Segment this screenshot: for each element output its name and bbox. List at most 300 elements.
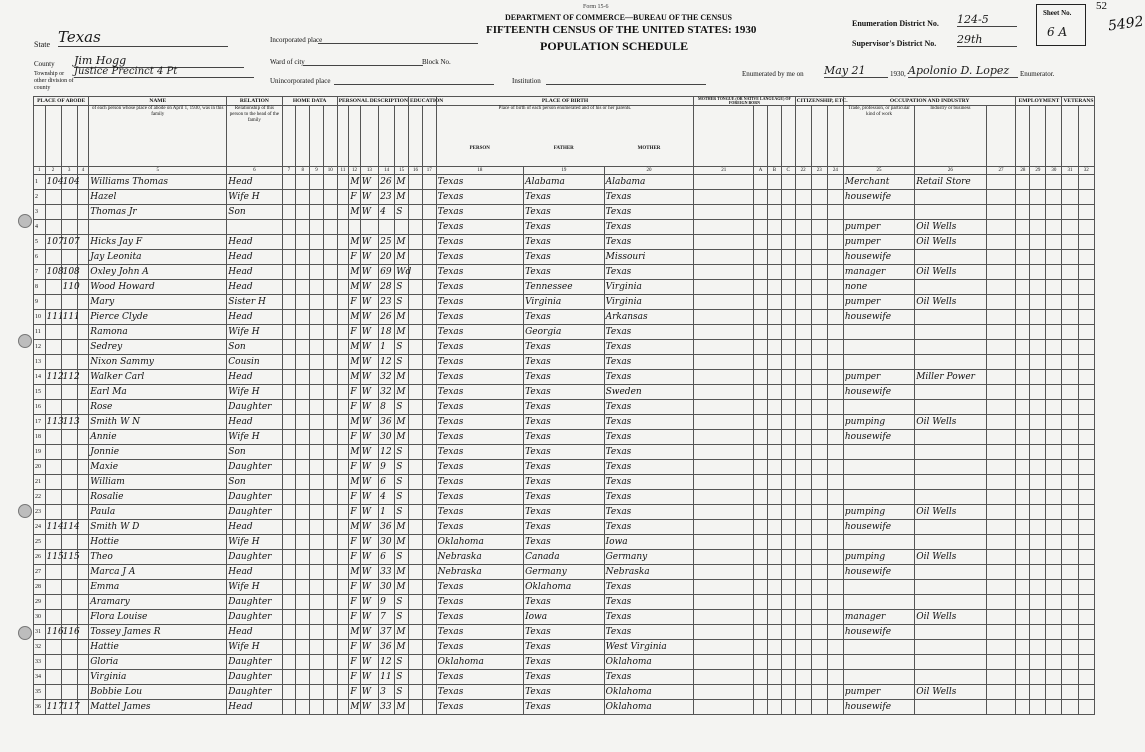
- cell: [694, 655, 754, 670]
- cell: [1046, 400, 1062, 415]
- cell-mbp: Texas: [604, 625, 694, 640]
- county-value: Jim Hogg: [74, 54, 244, 68]
- cell: [1062, 250, 1078, 265]
- cell: [767, 700, 781, 715]
- cell: [337, 610, 349, 625]
- cell: [811, 355, 827, 370]
- cell: [694, 250, 754, 265]
- cell: [1046, 475, 1062, 490]
- sheet-box: [1036, 4, 1086, 46]
- cell-ind: Oil Wells: [915, 220, 986, 235]
- cell: [986, 280, 1016, 295]
- cell: [986, 685, 1016, 700]
- cell: [795, 220, 811, 235]
- cell-fam: [61, 655, 77, 670]
- cell: [767, 355, 781, 370]
- cell-age: 4: [379, 490, 395, 505]
- cell-race: W: [360, 655, 378, 670]
- cell-age: 18: [379, 325, 395, 340]
- cell: [781, 205, 795, 220]
- year-label: 1930,: [890, 70, 906, 78]
- cell-ind: Oil Wells: [915, 415, 986, 430]
- cell: [310, 190, 324, 205]
- cell-bp: Texas: [436, 460, 523, 475]
- cell: [1078, 535, 1094, 550]
- cell: [323, 535, 337, 550]
- column-number: 25: [843, 167, 914, 175]
- birth-column-desc: [436, 106, 694, 167]
- cell-fbp: Texas: [524, 250, 605, 265]
- cell-occ: pumper: [843, 220, 914, 235]
- cell: [811, 325, 827, 340]
- column-number: 28: [1016, 167, 1030, 175]
- cell-mbp: Texas: [604, 265, 694, 280]
- cell: [986, 640, 1016, 655]
- cell: [282, 610, 296, 625]
- column-number: 16: [409, 167, 423, 175]
- cell-fbp: Texas: [524, 235, 605, 250]
- cell-name: Jonnie: [89, 445, 227, 460]
- cell-occ: [843, 325, 914, 340]
- cell-bp: Texas: [436, 325, 523, 340]
- cell: [827, 235, 843, 250]
- cell-name: Marca J A: [89, 565, 227, 580]
- cell: [337, 505, 349, 520]
- cell-ind: Oil Wells: [915, 295, 986, 310]
- cell: [827, 415, 843, 430]
- cell: [409, 655, 423, 670]
- cell-age: 20: [379, 250, 395, 265]
- cell-ind: [915, 640, 986, 655]
- cell: [323, 295, 337, 310]
- column-number: 24: [827, 167, 843, 175]
- cell: [767, 340, 781, 355]
- cell: [781, 370, 795, 385]
- cell: [767, 535, 781, 550]
- cell: [1030, 625, 1046, 640]
- cell-bp: Texas: [436, 625, 523, 640]
- cell: [310, 490, 324, 505]
- cell-dw: [45, 385, 61, 400]
- cell: [781, 670, 795, 685]
- cell: [77, 640, 89, 655]
- cell-dw: [45, 205, 61, 220]
- cell: [694, 505, 754, 520]
- cell: [1078, 580, 1094, 595]
- cell: [409, 310, 423, 325]
- cell: [409, 250, 423, 265]
- cell: [77, 295, 89, 310]
- cell-dw: [45, 460, 61, 475]
- cell: [1030, 475, 1046, 490]
- cell-sex: M: [349, 340, 361, 355]
- cell: [781, 610, 795, 625]
- cell: [310, 340, 324, 355]
- cell: [827, 190, 843, 205]
- cell-age: 6: [379, 475, 395, 490]
- cell: [296, 445, 310, 460]
- cell: [1062, 220, 1078, 235]
- cell-age: 32: [379, 370, 395, 385]
- cell: [1078, 550, 1094, 565]
- cell: [827, 670, 843, 685]
- cell-ind: [915, 430, 986, 445]
- cell: [323, 595, 337, 610]
- table-row: [34, 640, 1095, 655]
- cell-mbp: Alabama: [604, 175, 694, 190]
- table-row: [34, 340, 1095, 355]
- cell: [1062, 460, 1078, 475]
- cell-ind: Oil Wells: [915, 265, 986, 280]
- cell-rel: Head: [227, 565, 282, 580]
- cell-name: Virginia: [89, 670, 227, 685]
- cell-mbp: Germany: [604, 550, 694, 565]
- cell: [296, 340, 310, 355]
- cell-mbp: Texas: [604, 460, 694, 475]
- cell-name: Theo: [89, 550, 227, 565]
- cell-mbp: Texas: [604, 490, 694, 505]
- cell-age: [379, 220, 395, 235]
- cell: [1062, 550, 1078, 565]
- cell-line: 36: [34, 700, 46, 715]
- cell: [1046, 220, 1062, 235]
- cell: [986, 490, 1016, 505]
- cell: [781, 595, 795, 610]
- cell-dw: [45, 355, 61, 370]
- cell-bp: Texas: [436, 475, 523, 490]
- cell: [1062, 280, 1078, 295]
- block-label: Block No.: [422, 58, 451, 66]
- cell: [409, 205, 423, 220]
- column-number: 5: [89, 167, 227, 175]
- cell-fam: [61, 640, 77, 655]
- cell: [77, 610, 89, 625]
- cell: [1046, 370, 1062, 385]
- cell-rel: Head: [227, 370, 282, 385]
- cell-fam: 113: [61, 415, 77, 430]
- cell: [1046, 250, 1062, 265]
- cell: [694, 670, 754, 685]
- cell-age: 9: [379, 595, 395, 610]
- cell-dw: 108: [45, 265, 61, 280]
- cell-ind: Oil Wells: [915, 685, 986, 700]
- cell: [811, 310, 827, 325]
- cell-line: 13: [34, 355, 46, 370]
- cell: [296, 430, 310, 445]
- cell: [1062, 475, 1078, 490]
- cell: [77, 580, 89, 595]
- cell-fam: 116: [61, 625, 77, 640]
- cell-rel: Head: [227, 700, 282, 715]
- cell-race: W: [360, 640, 378, 655]
- cell: [754, 355, 768, 370]
- cell: [1046, 520, 1062, 535]
- cell-race: W: [360, 595, 378, 610]
- cell-bp: Texas: [436, 580, 523, 595]
- cell: [409, 415, 423, 430]
- cell-sex: M: [349, 265, 361, 280]
- cell: [795, 700, 811, 715]
- cell: [795, 250, 811, 265]
- cell-occ: manager: [843, 265, 914, 280]
- cell: [1030, 175, 1046, 190]
- cell-age: 26: [379, 310, 395, 325]
- cell-name: Hattie: [89, 640, 227, 655]
- cell-dw: 107: [45, 235, 61, 250]
- cell-rel: Son: [227, 205, 282, 220]
- cell: [781, 640, 795, 655]
- cell-bp: Oklahoma: [436, 655, 523, 670]
- cell-ind: [915, 580, 986, 595]
- cell-mbp: Texas: [604, 400, 694, 415]
- cell-rel: Son: [227, 340, 282, 355]
- cell: [1016, 340, 1030, 355]
- cell: [986, 655, 1016, 670]
- cell: [337, 295, 349, 310]
- cell: [827, 220, 843, 235]
- cell: [422, 550, 436, 565]
- cell-sex: F: [349, 550, 361, 565]
- cell: [1030, 535, 1046, 550]
- cell-fbp: Texas: [524, 265, 605, 280]
- cell: [422, 640, 436, 655]
- cell-mbp: Texas: [604, 325, 694, 340]
- cell: [337, 580, 349, 595]
- cell-dw: [45, 505, 61, 520]
- cell: [827, 265, 843, 280]
- cell: [323, 655, 337, 670]
- cell: [795, 580, 811, 595]
- cell-name: Tossey James R: [89, 625, 227, 640]
- cell-fam: [61, 190, 77, 205]
- cell-rel: Wife H: [227, 430, 282, 445]
- cell: [1062, 370, 1078, 385]
- cell: [282, 565, 296, 580]
- cell: [827, 565, 843, 580]
- cell: [754, 280, 768, 295]
- cell: [781, 400, 795, 415]
- cell: [986, 595, 1016, 610]
- cell: [781, 460, 795, 475]
- cell: [310, 700, 324, 715]
- cell: [296, 355, 310, 370]
- cell-sex: M: [349, 700, 361, 715]
- binding-hole: [18, 214, 32, 228]
- cell: [282, 505, 296, 520]
- cell: [754, 370, 768, 385]
- cell-dw: [45, 535, 61, 550]
- cell-fbp: Virginia: [524, 295, 605, 310]
- table-row: [34, 475, 1095, 490]
- cell: [795, 475, 811, 490]
- cell: [77, 205, 89, 220]
- cell: [337, 535, 349, 550]
- cell: [795, 565, 811, 580]
- sheet-value: 6 A: [1047, 25, 1068, 39]
- cell: [1016, 265, 1030, 280]
- cell-mar: [395, 220, 409, 235]
- cell: [1016, 445, 1030, 460]
- column-number: 23: [811, 167, 827, 175]
- cell: [1046, 550, 1062, 565]
- cell-mbp: Oklahoma: [604, 655, 694, 670]
- cell: [986, 625, 1016, 640]
- cell: [754, 445, 768, 460]
- column-number: 29: [1030, 167, 1046, 175]
- cell: [795, 175, 811, 190]
- table-row: [34, 310, 1095, 325]
- cell-age: 12: [379, 655, 395, 670]
- cell-line: 12: [34, 340, 46, 355]
- cell-name: Pierce Clyde: [89, 310, 227, 325]
- cell: [409, 640, 423, 655]
- cell: [409, 220, 423, 235]
- table-row: [34, 250, 1095, 265]
- cell: [296, 535, 310, 550]
- cell: [1062, 340, 1078, 355]
- cell-race: W: [360, 550, 378, 565]
- cell: [1062, 265, 1078, 280]
- table-row: [34, 625, 1095, 640]
- cell-line: 28: [34, 580, 46, 595]
- cell-sex: [349, 220, 361, 235]
- cell: [827, 700, 843, 715]
- cell: [767, 475, 781, 490]
- cell-name: Emma: [89, 580, 227, 595]
- cell: [1062, 505, 1078, 520]
- stamp-number: 5492: [1107, 13, 1145, 35]
- cell-age: 3: [379, 685, 395, 700]
- cell: [296, 370, 310, 385]
- cell-age: 25: [379, 235, 395, 250]
- cell: [1030, 325, 1046, 340]
- cell-age: 7: [379, 610, 395, 625]
- cell-ind: [915, 400, 986, 415]
- department-title: DEPARTMENT OF COMMERCE—BUREAU OF THE CENSUS: [505, 13, 732, 22]
- cell-fbp: Iowa: [524, 610, 605, 625]
- cell-dw: [45, 580, 61, 595]
- cell: [827, 490, 843, 505]
- cell-race: W: [360, 685, 378, 700]
- cell: [754, 295, 768, 310]
- cell-line: 14: [34, 370, 46, 385]
- cell: [282, 220, 296, 235]
- cell: [1062, 655, 1078, 670]
- cell: [296, 490, 310, 505]
- cell-dw: [45, 640, 61, 655]
- cell: [694, 700, 754, 715]
- cell: [767, 415, 781, 430]
- cell-name: Mary: [89, 295, 227, 310]
- cell: [323, 370, 337, 385]
- cell-rel: Head: [227, 175, 282, 190]
- cell-rel: Head: [227, 625, 282, 640]
- cell-rel: Daughter: [227, 610, 282, 625]
- cell-line: 16: [34, 400, 46, 415]
- cell: [795, 430, 811, 445]
- cell: [323, 565, 337, 580]
- cell: [310, 505, 324, 520]
- birth-desc-text: Place of birth of each person enumerated and of his or her parents.: [498, 106, 632, 111]
- cell: [754, 400, 768, 415]
- cell: [1016, 250, 1030, 265]
- cell: [282, 205, 296, 220]
- column-number: 2: [45, 167, 61, 175]
- cell: [282, 655, 296, 670]
- cell-sex: M: [349, 370, 361, 385]
- cell: [409, 445, 423, 460]
- cell: [337, 460, 349, 475]
- cell: [409, 685, 423, 700]
- cell: [1062, 685, 1078, 700]
- cell-rel: Son: [227, 445, 282, 460]
- cell-mar: S: [395, 295, 409, 310]
- cell: [1062, 325, 1078, 340]
- cell: [1078, 190, 1094, 205]
- cell: [1030, 355, 1046, 370]
- cell-sex: F: [349, 430, 361, 445]
- cell-occ: [843, 205, 914, 220]
- cell-mar: M: [395, 415, 409, 430]
- cell: [694, 490, 754, 505]
- cell: [795, 460, 811, 475]
- cell: [296, 610, 310, 625]
- cell-mar: M: [395, 370, 409, 385]
- cell: [409, 700, 423, 715]
- cell: [282, 670, 296, 685]
- cell: [811, 520, 827, 535]
- cell: [422, 490, 436, 505]
- cell: [1016, 280, 1030, 295]
- cell-line: 25: [34, 535, 46, 550]
- cell: [1046, 385, 1062, 400]
- cell: [827, 400, 843, 415]
- cell-name: Gloria: [89, 655, 227, 670]
- cell: [337, 640, 349, 655]
- cell-fam: [61, 295, 77, 310]
- cell: [310, 445, 324, 460]
- cell: [282, 370, 296, 385]
- cell: [754, 265, 768, 280]
- cell: [767, 205, 781, 220]
- cell: [1078, 700, 1094, 715]
- cell: [1078, 670, 1094, 685]
- cell: [1030, 490, 1046, 505]
- cell: [296, 385, 310, 400]
- supervisor-label: Supervisor's District No.: [852, 39, 937, 48]
- cell: [781, 565, 795, 580]
- cell-mar: M: [395, 535, 409, 550]
- cell-mar: M: [395, 325, 409, 340]
- cell-mbp: Arkansas: [604, 310, 694, 325]
- cell: [337, 685, 349, 700]
- cell: [795, 190, 811, 205]
- cell: [77, 505, 89, 520]
- cell: [827, 340, 843, 355]
- cell: [1030, 235, 1046, 250]
- cell: [986, 385, 1016, 400]
- cell: [754, 205, 768, 220]
- cell-ind: [915, 490, 986, 505]
- cell: [795, 655, 811, 670]
- cell-fam: [61, 220, 77, 235]
- cell-dw: 112: [45, 370, 61, 385]
- cell: [767, 310, 781, 325]
- cell: [1030, 640, 1046, 655]
- cell: [77, 430, 89, 445]
- group-header: PERSONAL DESCRIPTION: [338, 98, 408, 104]
- page-number: 52: [1096, 0, 1107, 12]
